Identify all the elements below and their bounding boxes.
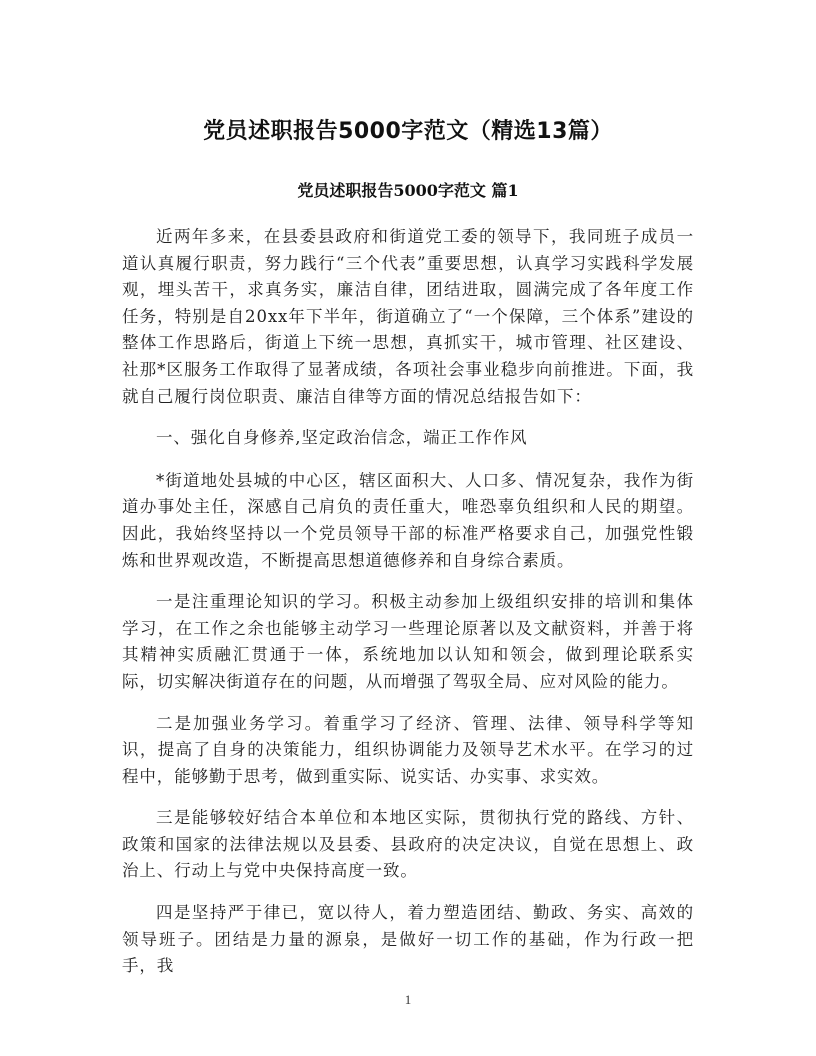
paragraph-point-2: 二是加强业务学习。着重学习了经济、管理、法律、领导科学等知识，提高了自身的决策能力，组织协调能力及领导艺术水平。在学习的过程中，能够勤于思考，做到重实际、说实话、办实事、求实效。	[122, 713, 694, 786]
page-number: 1	[404, 992, 412, 1007]
document-body	[122, 224, 694, 995]
document-title: 党员述职报告5000字范文（精选13篇）	[203, 119, 613, 144]
paragraph-heading-1: 一、强化自身修养,坚定政治信念，端正工作作风	[156, 428, 528, 448]
paragraph-intro: 近两年多来，在县委县政府和街道党工委的领导下，我同班子成员一道认真履行职责，努力践行“三个代表”重要思想，认真学习实践科学发展观，埋头苦干，求真务实，廉洁自律，团结进取，圆满完成了各年度工作任务，特别是自20xx年下半年，街道确立了“一个保障，三个体系”建设的整体工作思路后，街道上下统一思想，真抓实干，城市管理、社区建设、社那*区服务工作取得了显著成绩，各项社会事业稳步向前推进。下面，我就自己履行岗位职责、廉洁自律等方面的情况总结报告如下：	[122, 227, 694, 406]
paragraph-point-4: 四是坚持严于律已，宽以待人，着力塑造团结、勤政、务实、高效的领导班子。团结是力量的源泉，是做好一切工作的基础，作为行政一把手，我	[122, 903, 694, 976]
section-title: 党员述职报告5000字范文 篇1	[297, 181, 519, 200]
paragraph-background: *街道地处县城的中心区，辖区面积大、人口多、情况复杂，我作为街道办事处主任，深感自己肩负的责任重大，唯恐辜负组织和人民的期望。因此，我始终坚持以一个党员领导干部的标准严格要求自己，加强党性锻炼和世界观改造，不断提高思想道德修养和自身综合素质。	[122, 470, 694, 570]
paragraph-point-1: 一是注重理论知识的学习。积极主动参加上级组织安排的培训和集体学习，在工作之余也能够主动学习一些理论原著以及文献资料，并善于将其精神实质融汇贯通于一体，系统地加以认知和领会，做到理论联系实际，切实解决街道存在的问题，从而增强了驾驭全局、应对风险的能力。	[122, 592, 694, 691]
paragraph-point-3: 三是能够较好结合本单位和本地区实际，贯彻执行党的路线、方针、政策和国家的法律法规以及县委、县政府的决定决议，自觉在思想上、政治上、行动上与党中央保持高度一致。	[122, 808, 694, 881]
